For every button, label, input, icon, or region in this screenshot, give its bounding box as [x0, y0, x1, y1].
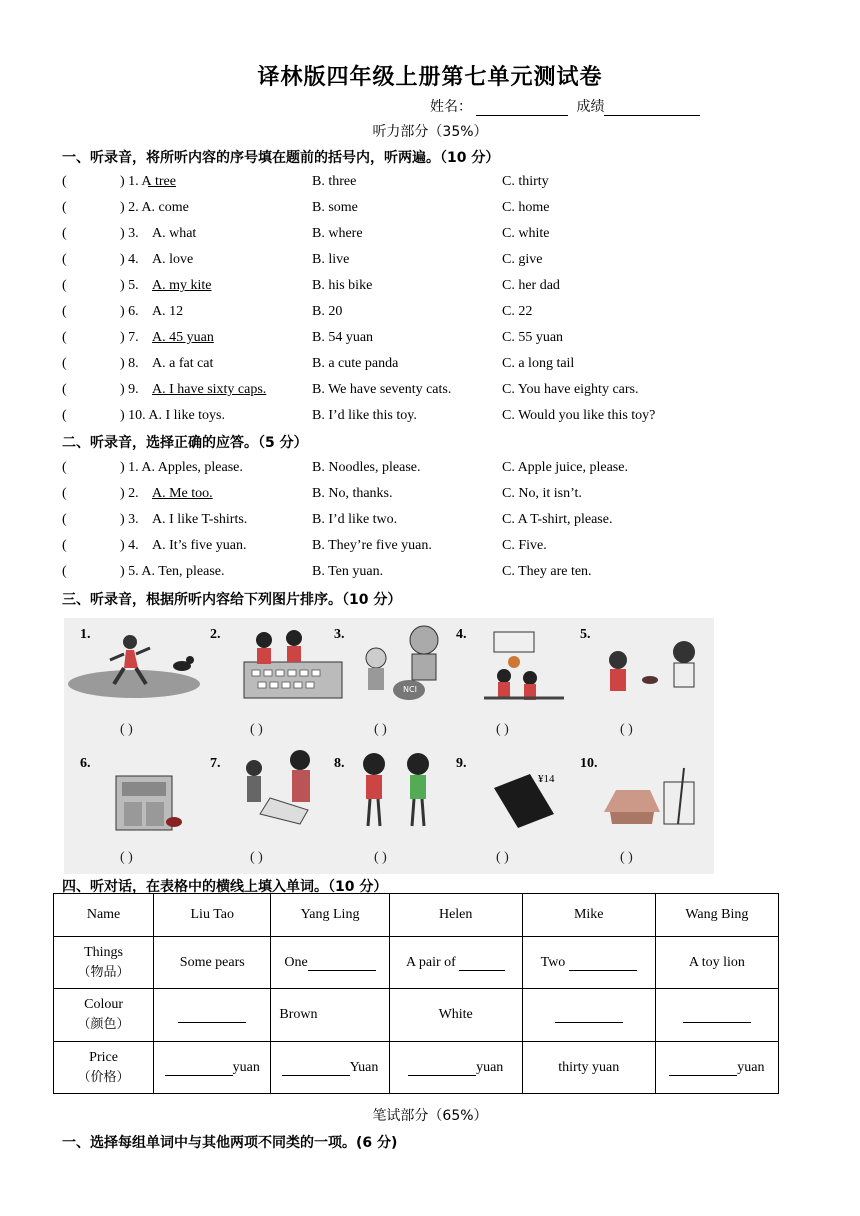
question-number: ) 5. — [120, 278, 139, 293]
picture-answer-paren[interactable]: ( ) — [250, 722, 263, 737]
answer-paren[interactable]: ( — [62, 564, 67, 579]
section-heading-4: 四、听对话，在表格中的横线上填入单词。（10 分） — [62, 879, 388, 895]
table-cell[interactable]: A pair of — [389, 937, 522, 989]
section-heading-3: 三、听录音，根据所听内容给下列图片排序。（10 分） — [62, 592, 402, 608]
question-row — [62, 356, 802, 376]
question-number: ) 4. — [120, 252, 139, 267]
table-cell[interactable]: Two — [522, 937, 655, 989]
row-label-price: Price （价格） — [54, 1042, 154, 1094]
question-number: ) 4. — [120, 538, 139, 553]
question-row — [62, 382, 802, 402]
question-number: ) 6. — [120, 304, 139, 319]
picture-number: 9. — [456, 756, 467, 771]
score-blank[interactable] — [604, 103, 700, 116]
option-a: A. my kite — [152, 278, 212, 293]
svg-text:¥14: ¥14 — [538, 773, 555, 785]
picture-answer-paren[interactable]: ( ) — [620, 850, 633, 865]
option-c: C. a long tail — [502, 356, 575, 371]
table-cell: Wang Bing — [655, 894, 778, 937]
table-cell: Helen — [389, 894, 522, 937]
table-row-colour — [54, 989, 779, 1042]
picture-panel — [64, 618, 714, 874]
picture-number: 1. — [80, 627, 91, 642]
picture-answer-paren[interactable]: ( ) — [496, 722, 509, 737]
option-c: C. Would you like this toy? — [502, 408, 656, 423]
option-a: A. what — [152, 226, 197, 241]
question-row — [62, 330, 802, 350]
written-header: 笔试部分（65%） — [372, 1108, 488, 1124]
question-row — [62, 200, 802, 220]
option-c: C. home — [502, 200, 550, 215]
table-cell: Brown — [271, 989, 389, 1042]
table-cell: Mike — [522, 894, 655, 937]
name-blank[interactable] — [476, 103, 568, 116]
picture-answer-paren[interactable]: ( ) — [120, 722, 133, 737]
picture-answer-paren[interactable]: ( ) — [374, 722, 387, 737]
option-b: B. We have seventy cats. — [312, 382, 452, 397]
picture-answer-paren[interactable]: ( ) — [374, 850, 387, 865]
section-heading-2: 二、听录音，选择正确的应答。（5 分） — [62, 435, 308, 451]
option-b: B. three — [312, 174, 357, 189]
picture-number: 4. — [456, 627, 467, 642]
option-a: A. a fat cat — [152, 356, 214, 371]
table-row-things — [54, 937, 779, 989]
option-a: A. 45 yuan — [152, 330, 214, 345]
option-a: . tree — [148, 174, 176, 189]
question-row — [62, 512, 802, 532]
score-label: 成绩 — [576, 99, 605, 115]
question-row — [62, 538, 802, 558]
picture-kids-table — [244, 630, 342, 698]
answer-paren[interactable]: ( — [62, 330, 67, 345]
table-cell[interactable]: One — [271, 937, 389, 989]
question-number: ) 2. — [120, 486, 139, 501]
picture-number: 3. — [334, 627, 345, 642]
question-row — [62, 408, 802, 428]
listening-header: 听力部分（35%） — [372, 124, 488, 140]
option-c: C. No, it isn’t. — [502, 486, 582, 501]
question-number: ) 10. A. I like toys. — [120, 408, 225, 423]
answer-paren[interactable]: ( — [62, 174, 67, 189]
table-header-row — [54, 894, 779, 937]
table-cell[interactable]: yuan — [655, 1042, 778, 1094]
answer-paren[interactable]: ( — [62, 538, 67, 553]
answer-paren[interactable]: ( — [62, 460, 67, 475]
picture-basketball — [484, 632, 564, 700]
option-c: C. 22 — [502, 304, 533, 319]
option-a: A. I have sixty caps. — [152, 382, 267, 397]
picture-number: 10. — [580, 756, 598, 771]
option-c: C. They are ten. — [502, 564, 592, 579]
section-heading-1: 一、听录音，将所听内容的序号填在题前的括号内，听两遍。（10 分） — [62, 150, 500, 166]
option-b: B. Noodles, please. — [312, 460, 421, 475]
option-a: A. 12 — [152, 304, 184, 319]
answer-paren[interactable]: ( — [62, 486, 67, 501]
answer-paren[interactable]: ( — [62, 304, 67, 319]
option-b: B. 54 yuan — [312, 330, 374, 345]
option-a: A. Me too. — [152, 486, 213, 501]
option-c: C. white — [502, 226, 550, 241]
picture-two-boys — [609, 641, 695, 691]
picture-number: 2. — [210, 627, 221, 642]
question-row — [62, 304, 802, 324]
option-a: A. love — [152, 252, 194, 267]
option-c: C. Apple juice, please. — [502, 460, 628, 475]
option-c: C. her dad — [502, 278, 560, 293]
question-number: ) 7. — [120, 330, 139, 345]
page-title: 译林版四年级上册第七单元测试卷 — [257, 65, 603, 90]
picture-answer-paren[interactable]: ( ) — [120, 850, 133, 865]
question-number: ) 9. — [120, 382, 139, 397]
table-cell: Liu Tao — [154, 894, 271, 937]
question-row — [62, 564, 802, 584]
question-row — [62, 278, 802, 298]
picture-answer-paren[interactable]: ( ) — [250, 850, 263, 865]
question-row — [62, 174, 802, 194]
picture-mouse-cat — [366, 626, 438, 700]
option-b: B. his bike — [312, 278, 373, 293]
answer-paren[interactable]: ( — [62, 408, 67, 423]
table-cell[interactable]: yuan — [389, 1042, 522, 1094]
question-number: ) 2. A. come — [120, 200, 189, 215]
option-c: C. Five. — [502, 538, 547, 553]
table-cell[interactable] — [655, 989, 778, 1042]
question-number: ) 1. A — [120, 174, 152, 189]
answer-paren[interactable]: ( — [62, 278, 67, 293]
table-cell: White — [389, 989, 522, 1042]
picture-sandwich-juice — [604, 768, 694, 824]
table-cell[interactable] — [154, 989, 271, 1042]
picture-shopping — [246, 750, 310, 824]
option-c: C. You have eighty cars. — [502, 382, 639, 397]
table-cell: Some pears — [154, 937, 271, 989]
answer-paren[interactable]: ( — [62, 226, 67, 241]
option-b: B. Ten yuan. — [312, 564, 384, 579]
picture-answer-paren[interactable]: ( ) — [620, 722, 633, 737]
table-cell: thirty yuan — [522, 1042, 655, 1094]
option-b: B. live — [312, 252, 350, 267]
option-a: A. I like T-shirts. — [152, 512, 248, 527]
picture-illustrations — [64, 618, 714, 874]
question-number: ) 5. A. Ten, please. — [120, 564, 225, 579]
option-a: A. It’s five yuan. — [152, 538, 247, 553]
option-b: B. some — [312, 200, 358, 215]
option-b: B. where — [312, 226, 363, 241]
svg-text:NCI: NCI — [403, 685, 417, 694]
question-number: ) 3. — [120, 226, 139, 241]
option-b: B. No, thanks. — [312, 486, 393, 501]
answer-paren[interactable]: ( — [62, 252, 67, 267]
question-row — [62, 460, 802, 480]
table-cell: Name — [54, 894, 154, 937]
table-cell: A toy lion — [655, 937, 778, 989]
dialogue-table — [53, 893, 779, 1094]
answer-paren[interactable]: ( — [62, 382, 67, 397]
option-c: C. thirty — [502, 174, 549, 189]
question-number: ) 1. A. Apples, please. — [120, 460, 243, 475]
option-b: B. I’d like two. — [312, 512, 398, 527]
option-b: B. 20 — [312, 304, 343, 319]
picture-two-kids — [363, 753, 429, 826]
option-c: C. A T-shirt, please. — [502, 512, 613, 527]
option-b: B. They’re five yuan. — [312, 538, 432, 553]
table-cell: Yang Ling — [271, 894, 389, 937]
table-row-price — [54, 1042, 779, 1094]
table-cell[interactable]: Yuan — [271, 1042, 389, 1094]
picture-book — [494, 773, 555, 828]
option-c: C. give — [502, 252, 543, 267]
picture-number: 5. — [580, 627, 591, 642]
table-cell[interactable] — [522, 989, 655, 1042]
picture-kitchen — [116, 776, 182, 830]
question-row — [62, 226, 802, 246]
picture-number: 6. — [80, 756, 91, 771]
name-label: 姓名： — [430, 99, 472, 115]
row-label-colour: Colour （颜色） — [54, 989, 154, 1042]
question-number: ) 3. — [120, 512, 139, 527]
answer-paren[interactable]: ( — [62, 200, 67, 215]
question-number: ) 8. — [120, 356, 139, 371]
answer-paren[interactable]: ( — [62, 512, 67, 527]
picture-number: 7. — [210, 756, 221, 771]
question-row — [62, 252, 802, 272]
row-label-things: Things （物品） — [54, 937, 154, 989]
option-b: B. a cute panda — [312, 356, 399, 371]
section-heading-5: 一、选择每组单词中与其他两项不同类的一项。(6 分) — [62, 1135, 398, 1151]
question-row — [62, 486, 802, 506]
answer-paren[interactable]: ( — [62, 356, 67, 371]
option-c: C. 55 yuan — [502, 330, 564, 345]
picture-number: 8. — [334, 756, 345, 771]
table-cell[interactable]: yuan — [154, 1042, 271, 1094]
picture-boy-dog — [68, 635, 200, 698]
option-b: B. I’d like this toy. — [312, 408, 417, 423]
name-score-row — [430, 96, 704, 116]
picture-answer-paren[interactable]: ( ) — [496, 850, 509, 865]
